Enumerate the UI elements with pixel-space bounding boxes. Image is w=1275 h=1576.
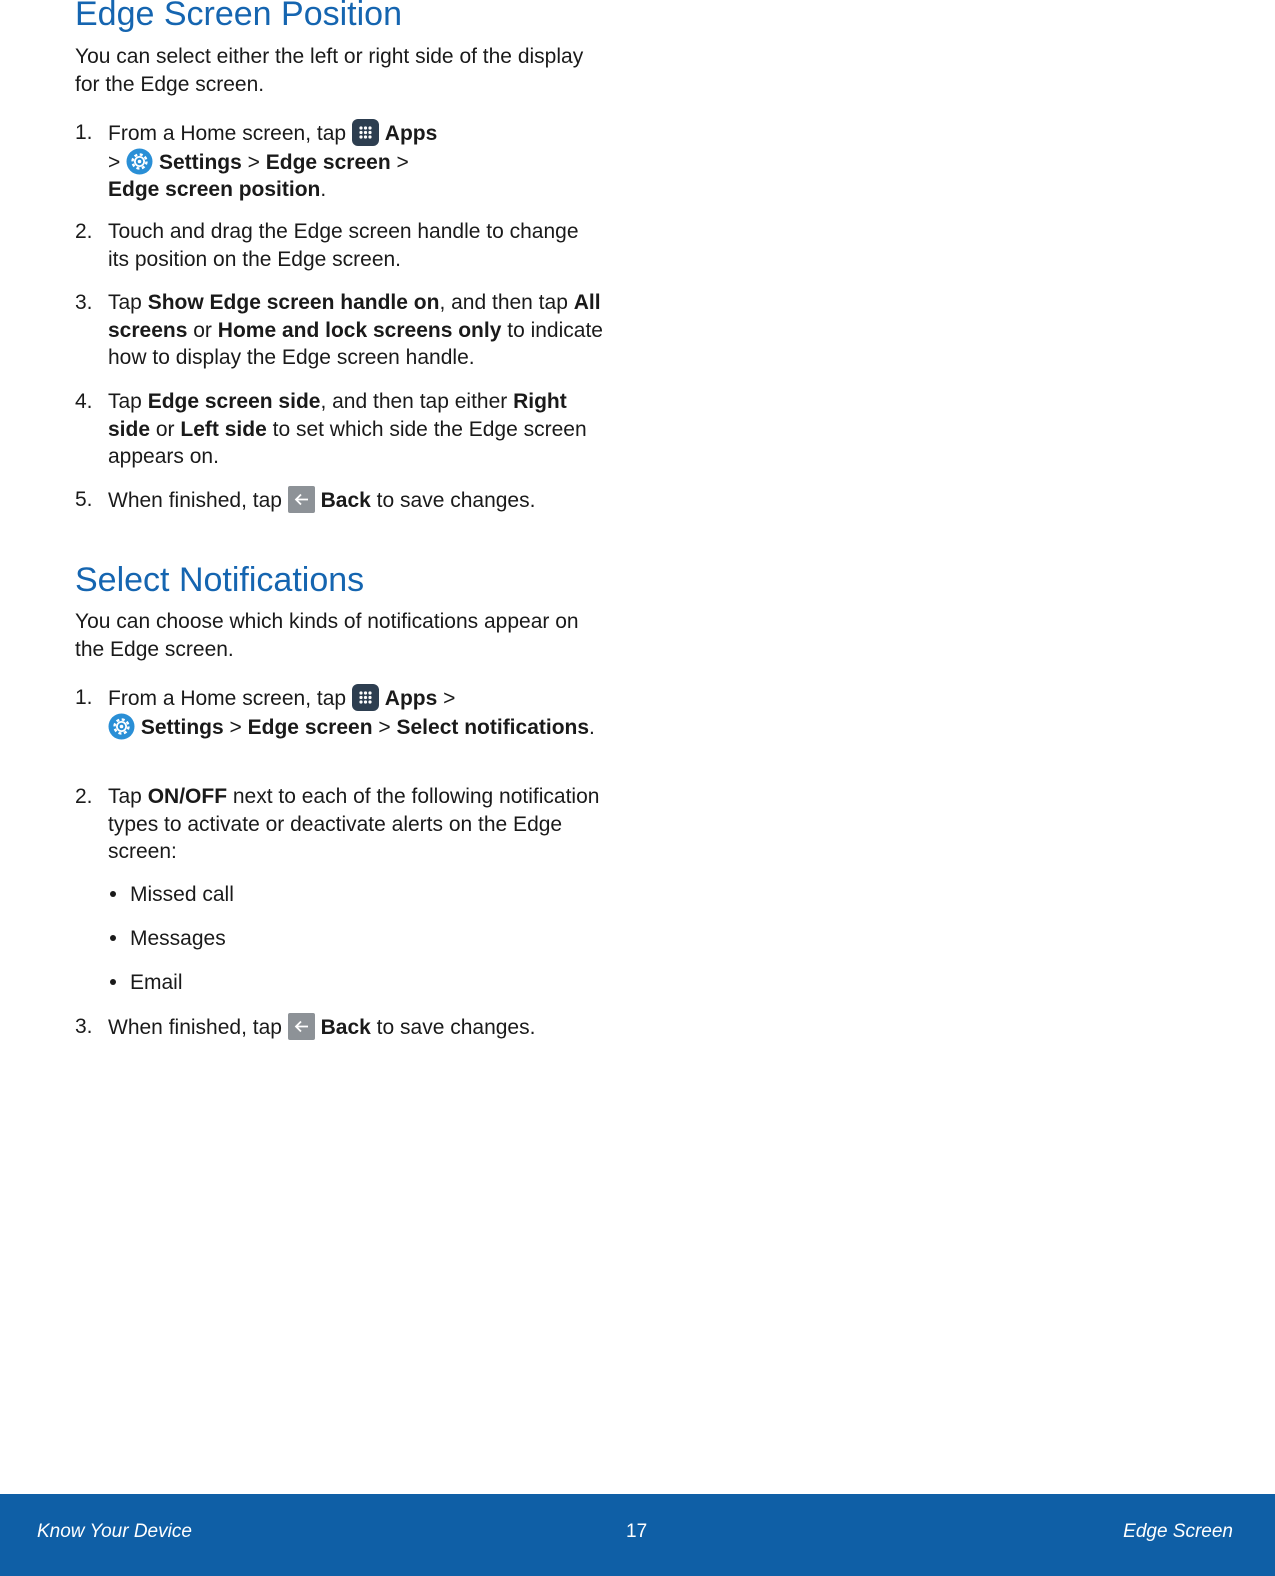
bullet-item: [108, 925, 226, 953]
step-number: 3.: [75, 1015, 93, 1038]
edge-screen-label: Edge screen: [265, 150, 391, 174]
step-text: or: [155, 417, 175, 441]
step-text: When finished, tap: [108, 489, 282, 512]
page-footer: [0, 1494, 1275, 1576]
separator: >: [247, 150, 260, 174]
left-side-label: Left side: [180, 417, 267, 441]
period: .: [589, 715, 595, 739]
on-off-label: ON/OFF: [147, 785, 228, 808]
show-edge-handle-label: Show Edge screen handle on: [147, 291, 440, 314]
section1-step-5: [75, 486, 605, 515]
step-number: 5.: [75, 488, 93, 511]
step-text: Tap: [108, 785, 142, 808]
apps-icon: [352, 684, 379, 711]
back-label: Back: [320, 489, 371, 512]
bullet-dot: [110, 891, 116, 897]
step-text: Tap: [108, 291, 142, 314]
apps-label: Apps: [384, 122, 438, 145]
bullet-item: [108, 969, 183, 997]
back-icon: [288, 1013, 315, 1040]
home-lock-screens-label: Home and lock screens only: [217, 318, 502, 342]
bullet-dot: [110, 979, 116, 985]
step-text: , and then tap: [439, 291, 568, 314]
section1-step-4: [75, 388, 605, 471]
step-number: 4.: [75, 390, 93, 413]
section2-step-3: [75, 1013, 605, 1042]
section1-step-1: [75, 119, 605, 204]
step-text: or: [193, 318, 212, 342]
period: .: [320, 178, 327, 201]
back-icon: [288, 486, 315, 513]
separator: >: [108, 150, 121, 174]
step-text: , and then tap either: [320, 390, 508, 413]
footer-page-number: 17: [626, 1521, 648, 1542]
apps-icon: [352, 119, 379, 146]
section-title-select-notifications: Select Notifications: [75, 561, 365, 599]
step-text: to indicate how to display the Edge screen handle.: [108, 318, 603, 369]
step-text: to save changes.: [376, 1016, 536, 1039]
step-text: From a Home screen, tap: [108, 687, 347, 710]
step-text: to save changes.: [376, 489, 536, 512]
edge-screen-label: Edge screen: [247, 715, 373, 739]
step-number: 2.: [75, 785, 93, 808]
select-notifications-label: Select notifications: [396, 715, 590, 739]
step-text: When finished, tap: [108, 1016, 282, 1039]
section2-step-2: [75, 783, 605, 866]
settings-icon: [126, 148, 153, 175]
step-number: 1.: [75, 121, 93, 144]
bullet-text: Messages: [130, 927, 226, 950]
settings-label: Settings: [140, 715, 224, 739]
apps-label: Apps: [384, 687, 438, 710]
step-number: 2.: [75, 220, 93, 243]
bullet-dot: [110, 935, 116, 941]
section1-step-2: [75, 218, 605, 273]
step-text: next to each of the following notification types to activate or deactivate alerts on the Edge screen:: [108, 785, 600, 863]
edge-screen-position-label: Edge screen position: [108, 178, 321, 201]
section1-step-3: [75, 289, 605, 372]
bullet-text: Email: [130, 971, 183, 994]
step-number: 3.: [75, 291, 93, 314]
settings-label: Settings: [158, 150, 242, 174]
separator: >: [229, 715, 242, 739]
section2-intro: You can choose which kinds of notifications appear on the Edge screen.: [75, 610, 579, 661]
step-number: 1.: [75, 686, 93, 709]
right-side-label: Right side: [108, 390, 567, 441]
section1-intro: You can select either the left or right side of the display for the Edge screen.: [75, 45, 584, 96]
section-title-edge-screen-position: Edge Screen Position: [75, 0, 402, 33]
footer-section: Edge Screen: [1123, 1521, 1233, 1542]
back-label: Back: [320, 1016, 371, 1039]
step-text: Touch and drag the Edge screen handle to change its position on the Edge screen.: [108, 220, 579, 271]
bullet-item: [108, 881, 234, 909]
step-text: to set which side the Edge screen appears on.: [108, 417, 587, 468]
separator: >: [378, 715, 391, 739]
edge-screen-side-label: Edge screen side: [147, 390, 321, 413]
footer-chapter: Know Your Device: [37, 1521, 192, 1542]
separator: >: [443, 687, 456, 710]
separator: >: [396, 150, 409, 174]
step-text: From a Home screen, tap: [108, 122, 347, 145]
bullet-text: Missed call: [130, 883, 234, 906]
section2-step-1: [75, 684, 605, 741]
step-text: Tap: [108, 390, 142, 413]
all-screens-label: All screens: [108, 291, 601, 342]
settings-icon: [108, 713, 135, 740]
